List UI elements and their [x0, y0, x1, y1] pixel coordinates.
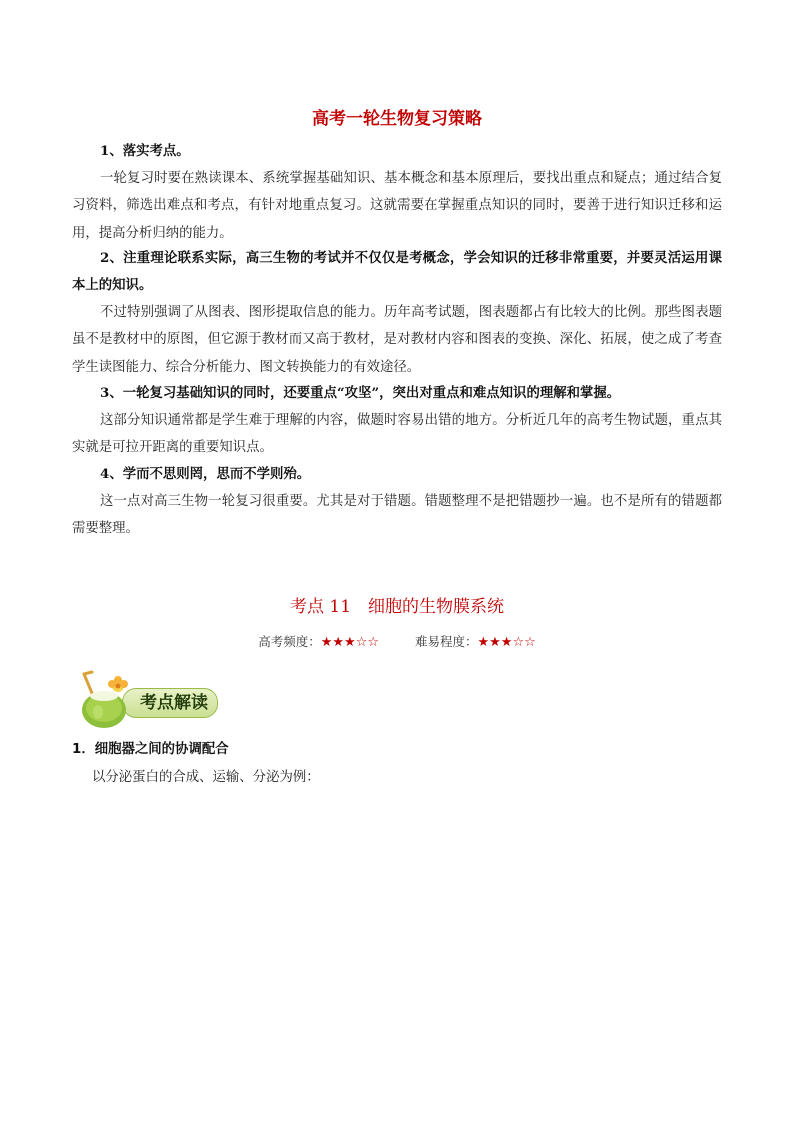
document-title: 高考一轮生物复习策略: [312, 109, 482, 129]
point-1-body: 一轮复习时要在熟读课本、系统掌握基础知识、基本概念和基本原理后，要找出重点和疑点；通过结合复习资料，筛选出难点和考点，有针对地重点复习。这就需要在掌握重点知识的同时，要善于进行知识迁移和运用，提高分析归纳的能力。: [72, 171, 722, 241]
exam-frequency-label: 高考频度：: [258, 634, 321, 649]
subsection-intro: 以分泌蛋白的合成、运输、分泌为例：: [92, 770, 320, 785]
difficulty-label: 难易程度：: [414, 634, 478, 649]
difficulty-stars: [478, 634, 536, 650]
subsection-heading: 1．细胞器之间的协调配合: [72, 742, 229, 757]
exam-frequency-stars: [321, 634, 379, 650]
badge-text: 考点解读: [140, 693, 208, 713]
filled-stars-icon: ★★★: [320, 635, 356, 650]
point-4-heading: 4、学而不思则罔，思而不学则殆。: [100, 466, 311, 482]
empty-stars-icon: ☆☆: [355, 635, 379, 650]
exam-frequency-rating: [258, 632, 379, 650]
filled-stars-icon: ★★★: [477, 635, 513, 650]
point-2-heading: 2、注重理论联系实际，高三生物的考试并不仅仅是考概念，学会知识的迁移非常重要，并要灵活运用课本上的知识。: [72, 250, 722, 294]
section-title: 考点 11 细胞的生物膜系统: [289, 597, 505, 617]
difficulty-rating: [415, 632, 536, 650]
key-point-badge: [72, 668, 228, 732]
point-2-body: 不过特别强调了从图表、图形提取信息的能力。历年高考试题，图表题都占有比较大的比例。那些图表题虽不是教材中的原图，但它源于教材而又高于教材，是对教材内容和图表的变换、深化、拓展，使之成了考查学生读图能力、综合分析能力、图文转换能力的有效途径。: [72, 305, 722, 375]
difficulty-ratings: [0, 632, 794, 650]
point-3-heading: 3、一轮复习基础知识的同时，还要重点“攻坚”，突出对重点和难点知识的理解和掌握。: [100, 385, 621, 401]
empty-stars-icon: ☆☆: [512, 635, 536, 650]
point-1-heading: 1、落实考点。: [100, 143, 190, 159]
point-3-body: 这部分知识通常都是学生难于理解的内容，做题时容易出错的地方。分析近几年的高考生物试题，重点其实就是可拉开距离的重要知识点。: [72, 413, 722, 456]
point-4-body: 这一点对高三生物一轮复习很重要。尤其是对于错题。错题整理不是把错题抄一遍。也不是所有的错题都需要整理。: [72, 494, 722, 537]
